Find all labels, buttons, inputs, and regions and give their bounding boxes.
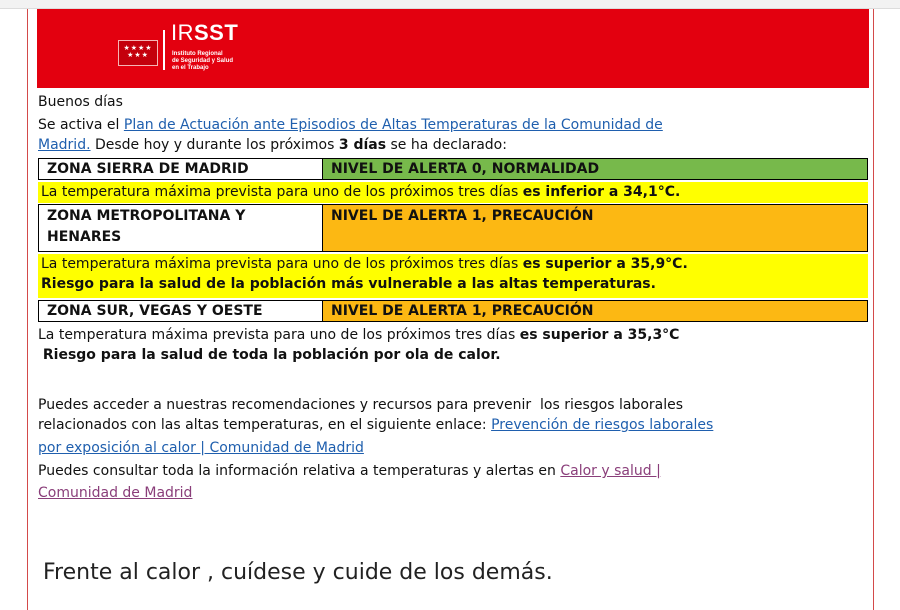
intro-prefix: Se activa el	[38, 117, 124, 133]
logo-subtitle-line-2: de Seguridad y Salud	[172, 58, 234, 64]
window-top-edge	[0, 0, 900, 9]
intro-days-bold: 3 días	[338, 137, 387, 153]
zone-sierra-detail-bold: es inferior a 34,1°C.	[522, 184, 681, 200]
irsst-logo-text	[171, 22, 238, 44]
plan-actuacion-link-continued[interactable]: Madrid.	[38, 137, 91, 153]
zone-metropolitana-name-line-2: HENARES	[47, 229, 122, 245]
logo-subtitle-line-1: Instituto Regional	[172, 51, 223, 57]
consult-line-2	[38, 483, 192, 503]
zone-metropolitana-detail-bold: es superior a 35,9°C.	[522, 256, 688, 272]
email-frame-right-border	[873, 9, 874, 610]
irsst-header-banner	[37, 9, 869, 88]
intro-line-1	[38, 115, 663, 135]
zone-sierra-detail-text: La temperatura máxima prevista para uno de los próximos tres días	[41, 184, 523, 200]
resources-line-3	[38, 438, 364, 458]
zone-sur-name: ZONA SUR, VEGAS Y OESTE	[38, 300, 323, 322]
logo-subtitle-line-3: en el Trabajo	[172, 65, 209, 71]
intro-suffix: se ha declarado:	[386, 137, 507, 153]
zone-sierra-alert: NIVEL DE ALERTA 0, NORMALIDAD	[322, 158, 868, 180]
greeting: Buenos días	[38, 94, 123, 110]
resources-line-2	[38, 415, 713, 435]
calor-y-salud-link[interactable]: Calor y salud |	[560, 463, 661, 479]
intro-duration-text: Desde hoy y durante los próximos	[90, 137, 339, 153]
logo-separator	[163, 30, 165, 70]
zone-sur-risk-line: Riesgo para la salud de toda la población por ola de calor.	[38, 347, 501, 363]
zone-sur-alert: NIVEL DE ALERTA 1, PRECAUCIÓN	[322, 300, 868, 322]
logo-title-bold: SST	[194, 20, 239, 45]
consult-prefix: Puedes consultar toda la información relativa a temperaturas y alertas en	[38, 463, 561, 479]
email-frame-left-border	[27, 9, 28, 610]
resources-line-1: Puedes acceder a nuestras recomendaciones y recursos para prevenir los riesgos laborales	[38, 397, 684, 413]
madrid-flag-icon	[118, 40, 158, 66]
zone-metropolitana-alert: NIVEL DE ALERTA 1, PRECAUCIÓN	[322, 204, 868, 252]
zone-metropolitana-detail	[38, 254, 868, 298]
zone-metropolitana-name-line-1: ZONA METROPOLITANA Y	[47, 208, 246, 224]
prevencion-riesgos-link[interactable]: Prevención de riesgos laborales	[491, 417, 714, 433]
logo-title-prefix: IR	[171, 20, 194, 45]
zone-sur-detail-bold: es superior a 35,3°C	[519, 327, 680, 343]
consult-line-1	[38, 461, 661, 481]
zone-metropolitana-detail-text: La temperatura máxima prevista para uno de los próximos tres días	[41, 256, 523, 272]
zone-metropolitana-name	[38, 204, 323, 252]
zone-sierra-name: ZONA SIERRA DE MADRID	[38, 158, 323, 180]
zone-sur-detail	[38, 325, 679, 345]
zone-metropolitana-risk-line: Riesgo para la salud de la población más vulnerable a las altas temperaturas.	[41, 276, 656, 292]
resources-line-2-prefix: relacionados con las altas temperaturas, en el siguiente enlace:	[38, 417, 492, 433]
zone-sierra-detail	[38, 182, 868, 203]
zone-sur-detail-text: La temperatura máxima prevista para uno de los próximos tres días	[38, 327, 520, 343]
plan-actuacion-link[interactable]: Plan de Actuación ante Episodios de Altas Temperaturas de la Comunidad de	[123, 117, 663, 133]
intro-line-2	[38, 135, 507, 155]
prevencion-riesgos-link-continued[interactable]: por exposición al calor | Comunidad de Madrid	[38, 440, 364, 456]
closing-message: Frente al calor , cuídese y cuide de los demás.	[43, 560, 553, 585]
calor-y-salud-link-continued[interactable]: Comunidad de Madrid	[38, 485, 193, 501]
flag-stars: ★★★★ ★★★	[123, 44, 153, 59]
